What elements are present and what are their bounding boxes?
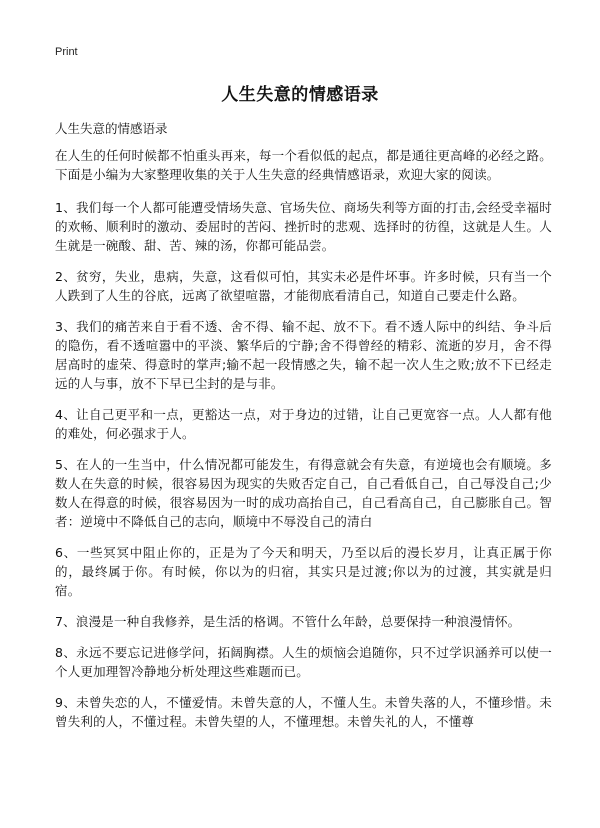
quote-paragraph-1: 1、我们每一个人都可能遭受情场失意、官场失位、商场失利等方面的打击,会经受幸福时的欢畅、顺利时的激动、委屈时的苦闷、挫折时的悲观、选择时的彷徨，这就是人生。人生就是一碗酸、甜、苦、辣的汤，你都可能品尝。 [55, 200, 552, 253]
quote-paragraph-8: 8、永远不要忘记进修学问，拓阔胸襟。人生的烦恼会追随你，只不过学识涵养可以使一个人更加理智冷静地分析处理这些难题而已。 [55, 645, 552, 679]
intro-paragraph: 在人生的任何时候都不怕重头再来，每一个看似低的起点，都是通往更高峰的必经之路。下面是小编为大家整理收集的关于人生失意的经典情感语录，欢迎大家的阅读。 [55, 148, 552, 182]
page-title: 人生失意的情感语录 [221, 85, 379, 105]
quote-paragraph-9: 9、未曾失恋的人，不懂爱情。未曾失意的人，不懂人生。未曾失落的人，不懂珍惜。未曾失利的人，不懂过程。未曾失望的人，不懂理想。未曾失礼的人，不懂尊 [55, 695, 552, 729]
quote-paragraph-7: 7、浪漫是一种自我修养，是生活的格调。不管什么年龄，总要保持一种浪漫情怀。 [55, 614, 521, 629]
quote-paragraph-5: 5、在人的一生当中，什么情况都可能发生，有得意就会有失意，有逆境也会有顺境。多数人在失意的时候，很容易因为现实的失败否定自己，自己看低自己，自己辱没自己;少数人在得意的时候，很容易因为一时的成功高抬自己，自己看高自己，自己膨胀自己。智者：逆境中不降低自己的志向，顺境中不辱没自己的清白 [55, 457, 552, 529]
quote-paragraph-4: 4、让自己更平和一点，更豁达一点，对于身边的过错，让自己更宽容一点。人人都有他的难处，何必强求于人。 [55, 407, 552, 441]
quote-paragraph-3: 3、我们的痛苦来自于看不透、舍不得、输不起、放不下。看不透人际中的纠结、争斗后的隐伤，看不透喧嚣中的平淡、繁华后的宁静;舍不得曾经的精彩、流逝的岁月，舍不得居高时的虚荣、得意时的掌声;输不起一段情感之失，输不起一次人生之败;放不下已经走远的人与事，放不下早已尘封的是与非。 [55, 319, 552, 391]
quote-paragraph-2: 2、贫穷，失业，患病，失意，这看似可怕，其实未必是件坏事。许多时候，只有当一个人跌到了人生的谷底，远离了欲望喧嚣，才能彻底看清自己，知道自己要走什么路。 [55, 269, 552, 303]
print-link[interactable]: Print [55, 46, 78, 58]
quote-paragraph-6: 6、一些冥冥中阻止你的，正是为了今天和明天，乃至以后的漫长岁月，让真正属于你的，最终属于你。有时候，你以为的归宿，其实只是过渡;你以为的过渡，其实就是归宿。 [55, 545, 552, 598]
page-subtitle: 人生失意的情感语录 [55, 121, 168, 136]
article-body [55, 146, 552, 743]
